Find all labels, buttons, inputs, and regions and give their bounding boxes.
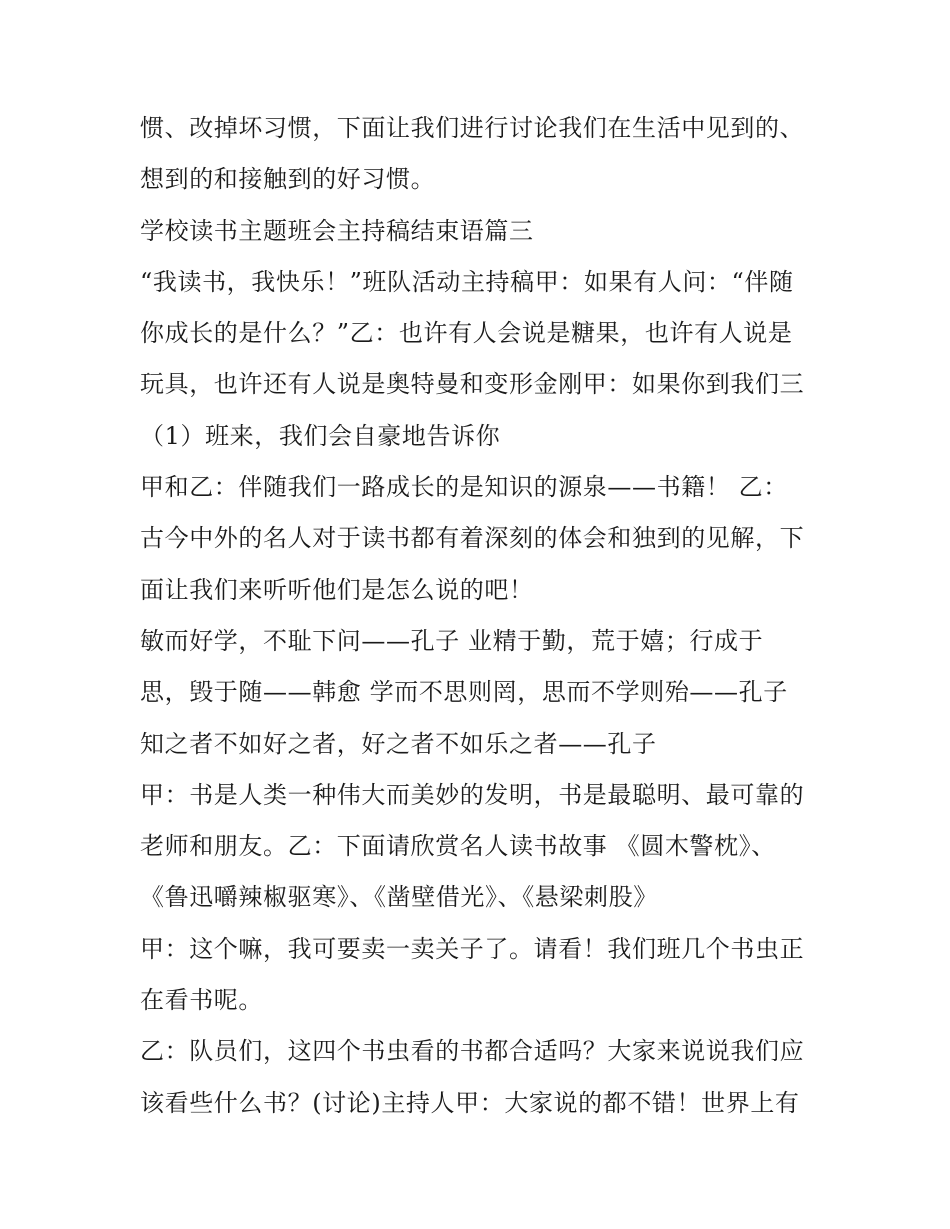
text-line: 古今中外的名人对于读书都有着深刻的体会和独到的见解，下	[140, 524, 805, 553]
text-line: “我读书，我快乐！”班队活动主持稿甲：如果有人问：“伴随	[140, 267, 794, 296]
text-line: 敏而好学，不耻下问——孔子 业精于勤，荒于嬉；行成于	[140, 626, 764, 655]
text-line: 该看些什么书？(讨论)主持人甲：大家说的都不错！世界上有	[140, 1088, 800, 1117]
text-line: 面让我们来听听他们是怎么说的吧！	[140, 575, 534, 604]
section-heading: 学校读书主题班会主持稿结束语篇三	[140, 216, 534, 245]
text-line: 想到的和接触到的好习惯。	[140, 165, 436, 194]
text-line: 乙：队员们，这四个书虫看的书都合适吗？大家来说说我们应	[140, 1037, 805, 1066]
text-line: 甲：书是人类一种伟大而美妙的发明，书是最聪明、最可靠的	[140, 780, 805, 809]
text-line: 惯、改掉坏习惯，下面让我们进行讨论我们在生活中见到的、	[140, 114, 805, 142]
text-line: 老师和朋友。乙：下面请欣赏名人读书故事 《圆木警枕》、	[140, 832, 776, 861]
text-line: 知之者不如好之者，好之者不如乐之者——孔子	[140, 729, 657, 758]
text-line: 思，毁于随——韩愈 学而不思则罔，思而不学则殆——孔子	[140, 678, 788, 707]
text-line: 《鲁迅嚼辣椒驱寒》、《凿壁借光》、《悬梁刺股》	[140, 883, 658, 912]
text-line: 甲和乙：伴随我们一路成长的是知识的源泉——书籍！ 乙：	[140, 473, 788, 502]
text-line: 甲：这个嘛，我可要卖一卖关子了。请看！我们班几个书虫正	[140, 934, 805, 963]
text-line: 玩具，也许还有人说是奥特曼和变形金刚甲：如果你到我们三	[140, 370, 805, 399]
document-body	[140, 103, 830, 1129]
text-line: 在看书呢。	[140, 986, 263, 1015]
text-line: （1）班来，我们会自豪地告诉你	[140, 421, 501, 450]
text-line: 你成长的是什么？”乙：也许有人会说是糖果，也许有人说是	[140, 319, 793, 348]
